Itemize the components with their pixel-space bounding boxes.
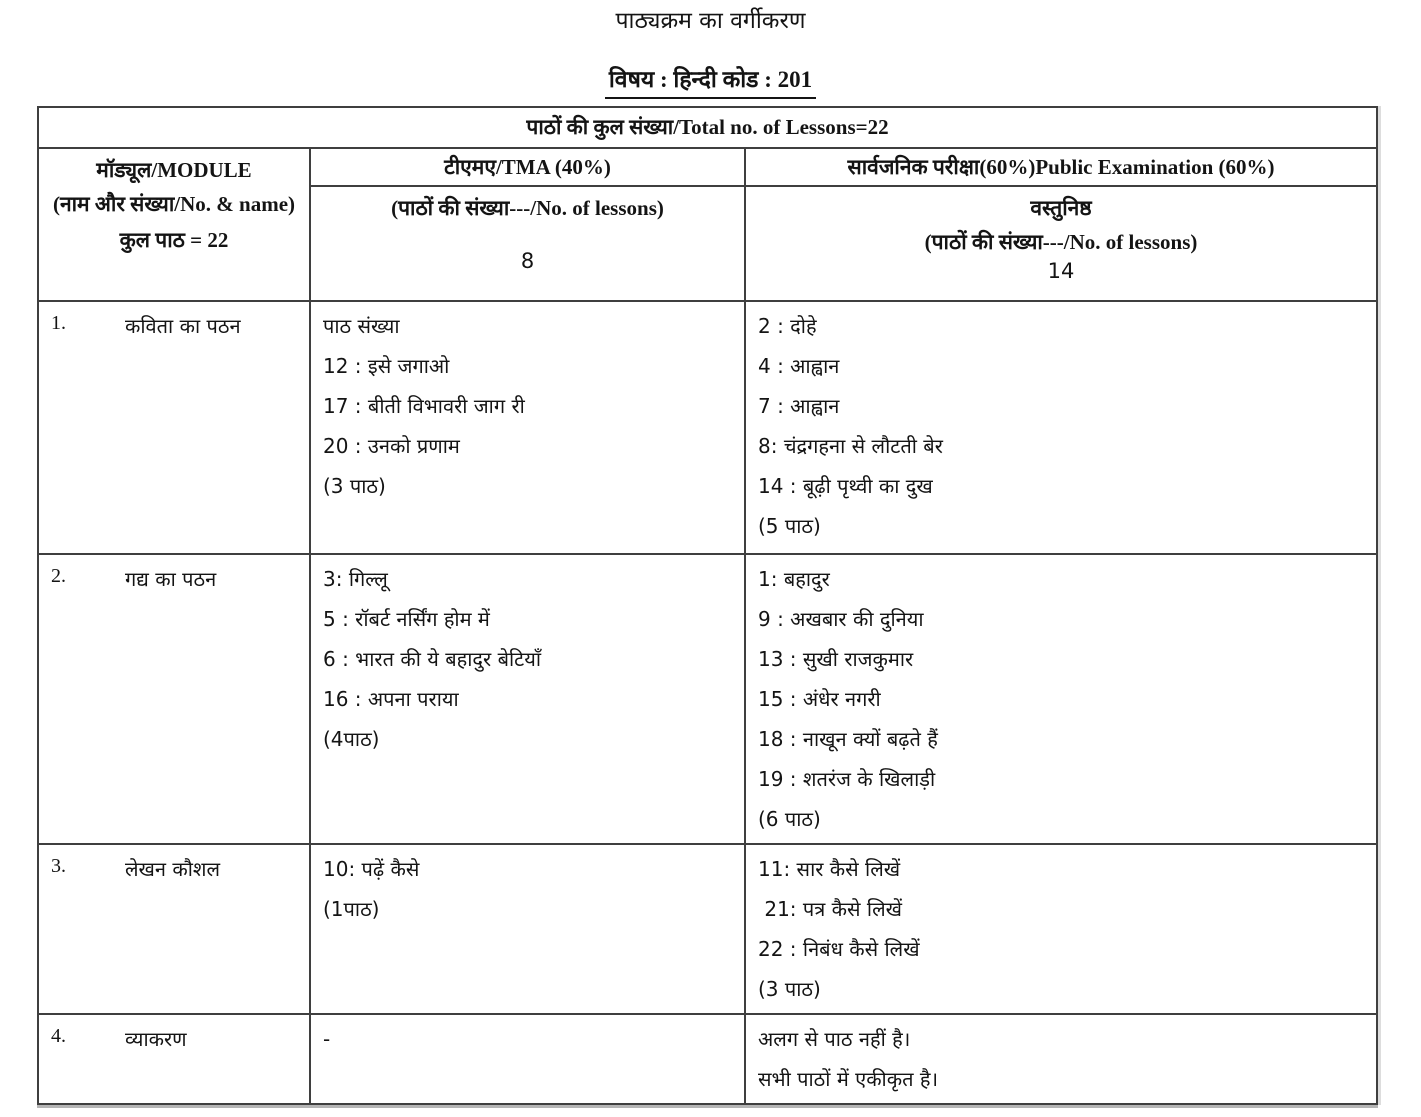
lesson-line: 18 : नाखून क्यों बढ़ते हैं (758, 727, 938, 751)
module-name: गद्य का पठन (125, 567, 217, 591)
lesson-line: 11: सार कैसे लिखें (758, 857, 901, 881)
module-cell-writing (38, 844, 310, 1014)
lesson-line: (6 पाठ) (758, 807, 821, 831)
module-number: 3. (51, 855, 66, 877)
lesson-line: (3 पाठ) (758, 977, 821, 1001)
tma-lesson-count: 8 (520, 249, 535, 273)
module-cell-prose (38, 554, 310, 844)
lesson-line: पाठ संख्या (323, 314, 400, 338)
lesson-line: 8: चंद्रगहना से लौटती बेर (758, 434, 943, 458)
lesson-line: 21: पत्र कैसे लिखें (758, 897, 902, 921)
lesson-line: 4 : आह्वान (758, 354, 840, 378)
lesson-line: - (323, 1027, 331, 1051)
table-row-total (38, 107, 1377, 148)
tma-lessons-cell (310, 1014, 745, 1104)
lesson-line: 3: गिल्लू (323, 567, 388, 591)
module-name: व्याकरण (125, 1027, 187, 1051)
lesson-line: 20 : उनको प्रणाम (323, 434, 460, 458)
module-name: कविता का पठन (125, 314, 241, 338)
table-row (38, 301, 1377, 554)
lesson-line: 9 : अखबार की दुनिया (758, 607, 924, 631)
module-cell-poetry (38, 301, 310, 554)
lesson-line: 2 : दोहे (758, 314, 817, 338)
lesson-line: 15 : अंधेर नगरी (758, 687, 881, 711)
lesson-line: 7 : आह्वान (758, 394, 840, 418)
module-cell-grammar (38, 1014, 310, 1104)
public-exam-lessons-cell (745, 301, 1377, 554)
lesson-line: 5 : रॉबर्ट नर्सिंग होम में (323, 607, 490, 631)
public-exam-subheader-cell (745, 186, 1377, 301)
module-number: 2. (51, 565, 66, 587)
module-header-line3: कुल पाठ = 22 (119, 228, 229, 252)
lesson-line: (1पाठ) (323, 897, 380, 921)
public-exam-type: वस्तुनिष्ठ (1030, 196, 1092, 220)
tma-subheader-cell (310, 186, 745, 301)
lesson-line: 10: पढ़ें कैसे (323, 857, 420, 881)
subject-code-heading: विषय : हिन्दी कोड : 201 (605, 62, 816, 99)
lesson-line: 14 : बूढ़ी पृथ्वी का दुख (758, 474, 933, 498)
lesson-line: 22 : निबंध कैसे लिखें (758, 937, 920, 961)
lesson-line: 6 : भारत की ये बहादुर बेटियाँ (323, 647, 542, 671)
public-exam-subheader-text: (पाठों की संख्या---/No. of lessons) (924, 230, 1198, 254)
total-lessons-header: पाठों की कुल संख्या/Total no. of Lessons=22 (38, 107, 1377, 148)
public-exam-column-header: सार्वजनिक परीक्षा(60%)Public Examination (60%) (745, 148, 1377, 186)
tma-subheader-text: (पाठों की संख्या---/No. of lessons) (391, 196, 664, 220)
lesson-line: 13 : सुखी राजकुमार (758, 647, 914, 671)
module-number: 1. (51, 312, 66, 334)
lesson-line: 17 : बीती विभावरी जाग री (323, 394, 525, 418)
lesson-line: (5 पाठ) (758, 514, 821, 538)
lesson-line: सभी पाठों में एकीकृत है। (758, 1067, 939, 1091)
table-row (38, 1014, 1377, 1104)
module-header-line1: मॉड्यूल/MODULE (96, 158, 252, 182)
lesson-line: 12 : इसे जगाओ (323, 354, 450, 378)
public-exam-lessons-cell (745, 1014, 1377, 1104)
module-header-line2: (नाम और संख्या/No. & name) (52, 192, 296, 216)
page-subtitle (0, 62, 1421, 99)
module-column-header (38, 148, 310, 301)
tma-lessons-cell (310, 301, 745, 554)
module-number: 4. (51, 1025, 66, 1047)
lesson-line: 19 : शतरंज के खिलाड़ी (758, 767, 936, 791)
lesson-line: अलग से पाठ नहीं है। (758, 1027, 911, 1051)
public-exam-lesson-count: 14 (1047, 259, 1075, 283)
page-title: पाठ्यक्रम का वर्गीकरण (615, 8, 806, 34)
lesson-line: (3 पाठ) (323, 474, 386, 498)
table-row (38, 844, 1377, 1014)
module-name: लेखन कौशल (125, 857, 221, 881)
lesson-line: (4पाठ) (323, 727, 380, 751)
tma-lessons-cell (310, 844, 745, 1014)
tma-lessons-cell (310, 554, 745, 844)
syllabus-table (37, 106, 1378, 1105)
table-row (38, 554, 1377, 844)
public-exam-lessons-cell (745, 844, 1377, 1014)
lesson-line: 1: बहादुर (758, 567, 830, 591)
public-exam-lessons-cell (745, 554, 1377, 844)
table-row-column-headers (38, 148, 1377, 186)
tma-column-header: टीएमए/TMA (40%) (310, 148, 745, 186)
lesson-line: 16 : अपना पराया (323, 687, 459, 711)
